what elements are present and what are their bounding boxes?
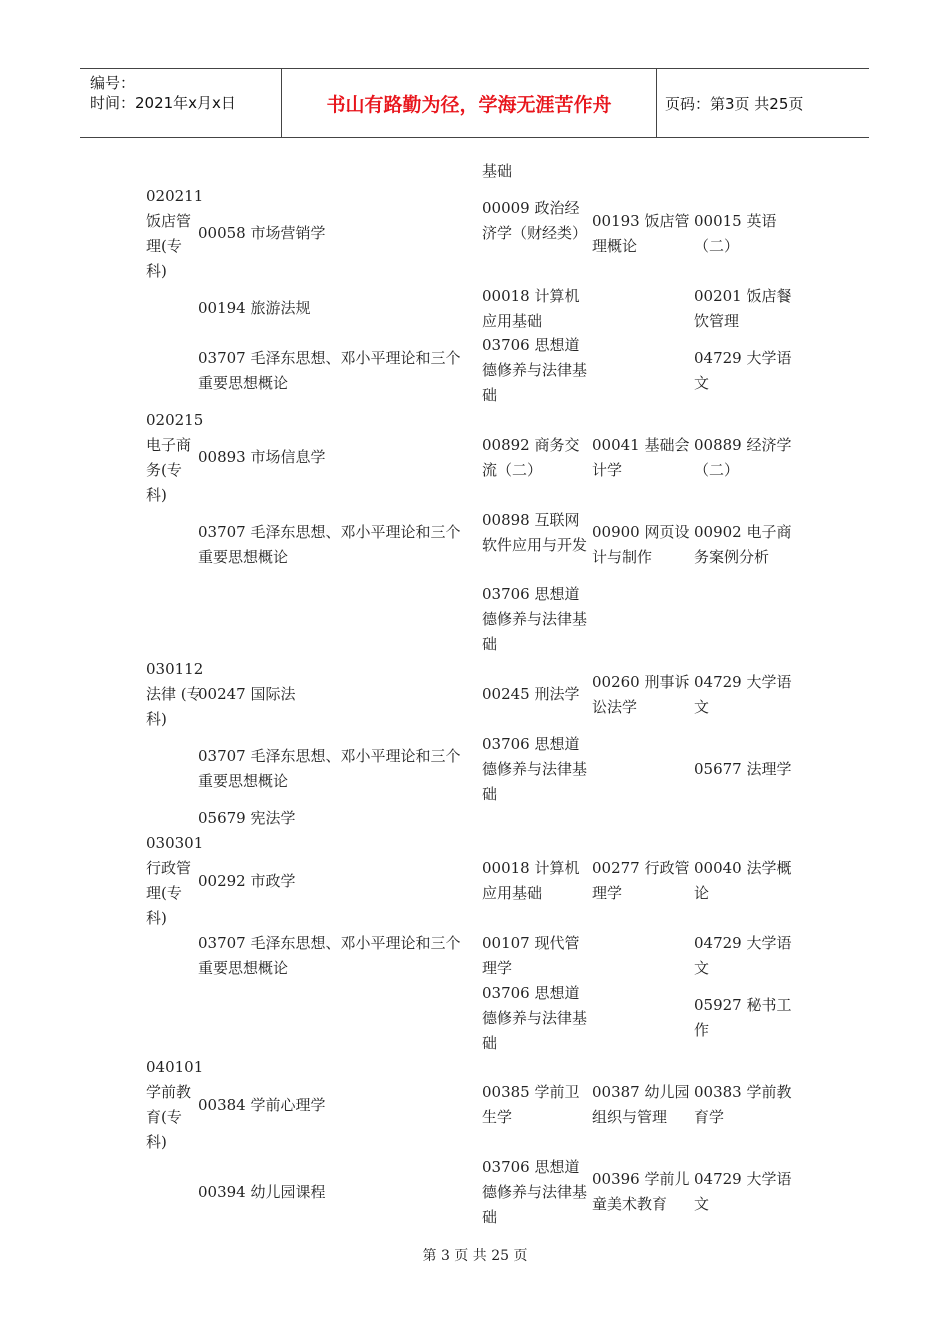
header-table [80, 68, 869, 138]
course-cell: 00107 现代管理学 [482, 934, 580, 977]
major-cell: 030301 行政管理(专科) [146, 834, 204, 927]
course-cell: 04729 大学语文 [694, 349, 792, 392]
header-page-info: 页码：第3页 共25页 [665, 94, 804, 113]
course-cell: 00201 饭店餐饮管理 [694, 287, 792, 330]
doc-time-label: 时间：2021年x月x日 [90, 94, 236, 112]
header-motto: 书山有路勤为径，学海无涯苦作舟 [326, 93, 612, 116]
course-cell: 00015 英语（二） [694, 212, 777, 255]
course-cell: 00892 商务交流（二） [482, 436, 580, 479]
course-cell: 00018 计算机应用基础 [482, 287, 580, 330]
course-cell: 00277 行政管理学 [592, 859, 690, 902]
course-cell: 00292 市政学 [198, 872, 296, 890]
course-cell: 03706 思想道德修养与法律基础 [482, 1158, 588, 1226]
course-cell: 00040 法学概论 [694, 859, 792, 902]
major-cell: 030112 法律 (专科) [146, 660, 204, 728]
course-cell: 00394 幼儿园课程 [198, 1183, 326, 1201]
course-cell: 05677 法理学 [694, 760, 792, 778]
course-cell: 05679 宪法学 [198, 809, 296, 827]
course-cell: 03706 思想道德修养与法律基础 [482, 984, 588, 1052]
course-cell: 03706 思想道德修养与法律基础 [482, 336, 588, 404]
course-cell: 00387 幼儿园组织与管理 [592, 1083, 690, 1126]
page-footer: 第 3 页 共 25 页 [422, 1248, 528, 1264]
cell: 基础 [482, 162, 513, 180]
header-meta [90, 73, 236, 113]
course-cell: 00385 学前卫生学 [482, 1083, 580, 1126]
course-cell: 00384 学前心理学 [198, 1096, 326, 1114]
course-cell: 00902 电子商务案例分析 [694, 523, 792, 566]
course-cell: 04729 大学语文 [694, 1170, 792, 1213]
course-cell: 00194 旅游法规 [198, 299, 311, 317]
course-cell: 04729 大学语文 [694, 934, 792, 977]
course-cell: 00396 学前儿童美术教育 [592, 1170, 690, 1213]
course-cell: 00018 计算机应用基础 [482, 859, 580, 902]
course-cell: 00058 市场营销学 [198, 224, 326, 242]
course-cell: 00898 互联网软件应用与开发 [482, 511, 588, 554]
course-cell: 00041 基础会计学 [592, 436, 690, 479]
course-cell: 03707 毛泽东思想、邓小平理论和三个重要思想概论 [198, 747, 461, 790]
course-cell: 03706 思想道德修养与法律基础 [482, 735, 588, 803]
course-cell: 00900 网页设计与制作 [592, 523, 690, 566]
course-cell: 04729 大学语文 [694, 673, 792, 716]
course-cell: 00193 饭店管理概论 [592, 212, 690, 255]
doc-number-label: 编号： [90, 74, 136, 92]
course-cell: 00893 市场信息学 [198, 448, 326, 466]
course-cell: 00260 刑事诉讼法学 [592, 673, 690, 716]
header-divider [656, 69, 657, 137]
course-cell: 00889 经济学（二） [694, 436, 792, 479]
course-cell: 00383 学前教育学 [694, 1083, 792, 1126]
major-cell: 020215 电子商务(专科) [146, 411, 204, 504]
course-cell: 03707 毛泽东思想、邓小平理论和三个重要思想概论 [198, 523, 461, 566]
course-cell: 05927 秘书工作 [694, 996, 792, 1039]
course-cell: 03707 毛泽东思想、邓小平理论和三个重要思想概论 [198, 349, 461, 392]
course-cell: 00009 政治经济学（财经类） [482, 199, 588, 242]
course-cell: 00247 国际法 [198, 685, 296, 703]
major-cell: 040101 学前教育(专科) [146, 1058, 204, 1151]
course-cell: 03706 思想道德修养与法律基础 [482, 585, 588, 653]
course-cell: 00245 刑法学 [482, 685, 580, 703]
course-cell: 03707 毛泽东思想、邓小平理论和三个重要思想概论 [198, 934, 461, 977]
major-cell: 020211 饭店管理(专科) [146, 187, 204, 280]
